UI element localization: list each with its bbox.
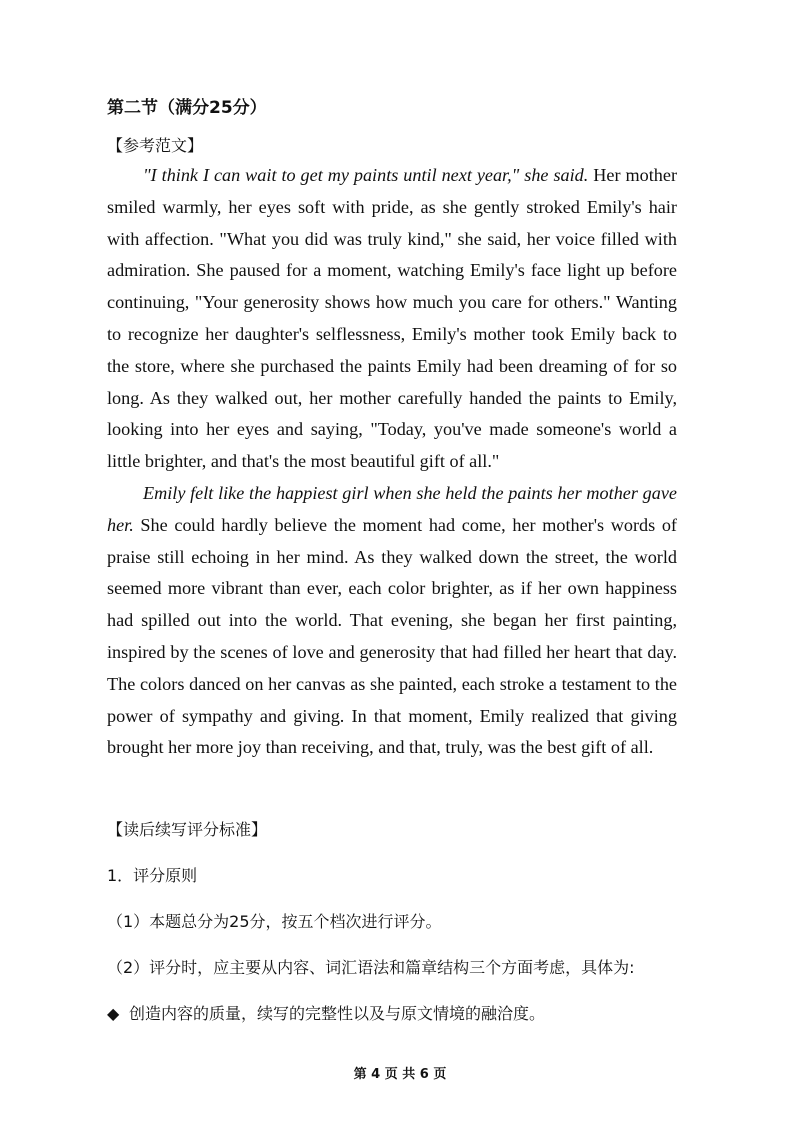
paragraph-2-body: She could hardly believe the moment had come, her mother's words of praise still echoing in her mind. As they walked down the street, the world seemed more vibrant than ever, each color brighter, as if her own happiness had spilled out into the world. That evening, she began her first painting, inspired by the scenes of love and generosity that had filled her heart that day. The colors danced on her canvas as she painted, each stroke a testament to the power of sympathy and giving. In that moment, Emily realized that giving brought her more joy than receiving, and that, truly, was the best gift of all. (107, 514, 677, 758)
paragraph-1-body: Her mother smiled warmly, her eyes soft with pride, as she gently stroked Emily's hair with affection. "What you did was truly kind," she said, her voice filled with admiration. She paused for a moment, watching Emily's face light up before continuing, "Your generosity shows how much you care for others." Wanting to recognize her daughter's selflessness, Emily's mother took Emily back to the store, where she purchased the paints Emily had been dreaming of for so long. As they walked out, her mother carefully handed the paints to Emily, looking into her eyes and saying, "Today, you've made someone's world a little brighter, and that's the most beautiful gift of all." (107, 165, 678, 472)
rubric-item-2: （2）评分时，应主要从内容、词汇语法和篇章结构三个方面考虑，具体为: (107, 958, 635, 977)
diamond-bullet-icon: ◆ (107, 1004, 120, 1023)
model-essay (107, 160, 677, 764)
rubric-heading: 【读后续写评分标准】 (107, 820, 268, 839)
section-title: 第二节（满分25分） (107, 98, 267, 118)
rubric-item-1: （1）本题总分为25分，按五个档次进行评分。 (107, 912, 442, 931)
essay-paragraph-2 (107, 478, 677, 764)
rubric-bullet (107, 1001, 545, 1024)
page-number: 第 4 页 共 6 页 (353, 1067, 447, 1082)
essay-paragraph-1 (107, 160, 677, 478)
rubric-bullet-text: 创造内容的质量，续写的完整性以及与原文情境的融洽度。 (129, 1004, 546, 1023)
paragraph-2-opening: Emily felt like the happiest girl when she held the paints her mother gave her. (107, 482, 677, 535)
model-essay-heading: 【参考范文】 (107, 136, 204, 155)
paragraph-1-opening: "I think I can wait to get my paints until next year," she said. (143, 165, 589, 185)
rubric-principle: 1．评分原则 (107, 866, 198, 885)
